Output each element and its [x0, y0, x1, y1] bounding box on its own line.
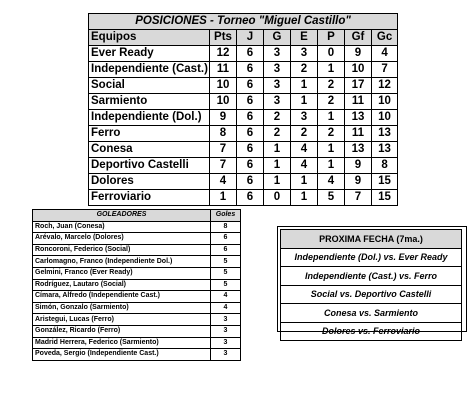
scorer-name: Carlomagno, Franco (Independiente Dol.)	[33, 256, 211, 268]
scorer-name: Simón, Gonzalo (Sarmiento)	[33, 302, 211, 314]
scorer-goals: 5	[211, 267, 241, 279]
col-header-g: G	[264, 30, 291, 46]
stat-cell: 7	[372, 62, 398, 78]
stat-cell: 4	[318, 174, 345, 190]
stat-cell: 4	[291, 158, 318, 174]
stat-cell: 3	[264, 62, 291, 78]
scorer-name: Gelmini, Franco (Ever Ready)	[33, 267, 211, 279]
table-row	[89, 110, 398, 126]
stat-cell: 9	[345, 158, 372, 174]
stat-cell: 11	[345, 94, 372, 110]
stat-cell: 9	[210, 110, 237, 126]
stat-cell: 13	[372, 126, 398, 142]
table-row	[89, 174, 398, 190]
stat-cell: 3	[264, 78, 291, 94]
fixture-match: Dolores vs. Ferroviario	[281, 322, 462, 341]
stat-cell: 7	[345, 190, 372, 206]
stat-cell: 1	[264, 174, 291, 190]
col-header-pts: Pts	[210, 30, 237, 46]
table-row	[89, 126, 398, 142]
stat-cell: 3	[264, 94, 291, 110]
scorer-name: Címara, Alfredo (Independiente Cast.)	[33, 291, 211, 303]
scorers-header-goals: Goles	[211, 210, 241, 222]
stat-cell: 13	[372, 142, 398, 158]
scorer-goals: 3	[211, 349, 241, 361]
stat-cell: 6	[237, 142, 264, 158]
stat-cell: 12	[372, 78, 398, 94]
scorer-goals: 6	[211, 233, 241, 245]
stat-cell: 1	[291, 190, 318, 206]
col-header-gf: Gf	[345, 30, 372, 46]
stat-cell: 3	[291, 46, 318, 62]
scorer-name: Poveda, Sergio (Independiente Cast.)	[33, 349, 211, 361]
stat-cell: 4	[372, 46, 398, 62]
scorer-name: Arévalo, Marcelo (Dolores)	[33, 233, 211, 245]
scorer-goals: 3	[211, 325, 241, 337]
stat-cell: 1	[318, 158, 345, 174]
stat-cell: 3	[264, 46, 291, 62]
stat-cell: 0	[318, 46, 345, 62]
stat-cell: 8	[372, 158, 398, 174]
stat-cell: 6	[237, 110, 264, 126]
col-header-equipos: Equipos	[89, 30, 210, 46]
col-header-gc: Gc	[372, 30, 398, 46]
stat-cell: 11	[210, 62, 237, 78]
scorer-goals: 4	[211, 302, 241, 314]
table-row	[33, 244, 241, 256]
scorers-table	[32, 209, 241, 361]
standings-table	[88, 13, 398, 206]
stat-cell: 2	[291, 126, 318, 142]
stat-cell: 15	[372, 190, 398, 206]
stat-cell: 2	[318, 78, 345, 94]
stat-cell: 13	[345, 110, 372, 126]
table-row	[89, 46, 398, 62]
stat-cell: 6	[237, 46, 264, 62]
scorers-header-name: GOLEADORES	[33, 210, 211, 222]
scorer-goals: 5	[211, 279, 241, 291]
stat-cell: 7	[210, 158, 237, 174]
table-row	[89, 62, 398, 78]
stat-cell: 2	[318, 94, 345, 110]
stat-cell: 7	[210, 142, 237, 158]
stat-cell: 1	[291, 174, 318, 190]
stat-cell: 1	[318, 62, 345, 78]
team-name: Independiente (Cast.)	[89, 62, 210, 78]
fixture-title: PROXIMA FECHA (7ma.)	[281, 230, 462, 249]
scorer-name: González, Ricardo (Ferro)	[33, 325, 211, 337]
standings-title: POSICIONES - Torneo "Miguel Castillo"	[89, 14, 398, 30]
stat-cell: 12	[210, 46, 237, 62]
team-name: Deportivo Castelli	[89, 158, 210, 174]
stat-cell: 11	[345, 126, 372, 142]
stat-cell: 15	[372, 174, 398, 190]
list-item	[281, 267, 462, 286]
stat-cell: 6	[237, 190, 264, 206]
stat-cell: 9	[345, 174, 372, 190]
stat-cell: 6	[237, 158, 264, 174]
team-name: Social	[89, 78, 210, 94]
stat-cell: 4	[210, 174, 237, 190]
scorer-name: Roncoroni, Federico (Social)	[33, 244, 211, 256]
stat-cell: 6	[237, 174, 264, 190]
fixture-table	[280, 229, 462, 341]
stat-cell: 1	[291, 78, 318, 94]
stat-cell: 10	[372, 110, 398, 126]
table-row	[33, 221, 241, 233]
stat-cell: 1	[318, 110, 345, 126]
table-row	[89, 78, 398, 94]
table-row	[89, 142, 398, 158]
fixture-match: Independiente (Dol.) vs. Ever Ready	[281, 248, 462, 267]
scorer-name: Madrid Herrera, Federico (Sarmiento)	[33, 337, 211, 349]
stat-cell: 10	[210, 94, 237, 110]
scorer-goals: 3	[211, 314, 241, 326]
table-row	[89, 94, 398, 110]
scorer-name: Rodríguez, Lautaro (Social)	[33, 279, 211, 291]
stat-cell: 1	[318, 142, 345, 158]
scorers-header-row	[33, 210, 241, 222]
stat-cell: 6	[237, 126, 264, 142]
team-name: Ever Ready	[89, 46, 210, 62]
stat-cell: 8	[210, 126, 237, 142]
stat-cell: 6	[237, 62, 264, 78]
stat-cell: 10	[210, 78, 237, 94]
scorer-name: Roch, Juan (Conesa)	[33, 221, 211, 233]
fixture-match: Conesa vs. Sarmiento	[281, 304, 462, 323]
stat-cell: 6	[237, 78, 264, 94]
stat-cell: 6	[237, 94, 264, 110]
stat-cell: 5	[318, 190, 345, 206]
scorer-goals: 4	[211, 291, 241, 303]
stat-cell: 2	[264, 126, 291, 142]
scorer-goals: 3	[211, 337, 241, 349]
stat-cell: 13	[345, 142, 372, 158]
col-header-j: J	[237, 30, 264, 46]
stat-cell: 1	[264, 142, 291, 158]
standings-title-row	[89, 14, 398, 30]
team-name: Ferroviario	[89, 190, 210, 206]
stat-cell: 1	[210, 190, 237, 206]
stat-cell: 10	[345, 62, 372, 78]
col-header-p: P	[318, 30, 345, 46]
stat-cell: 1	[291, 94, 318, 110]
table-row	[33, 233, 241, 245]
stat-cell: 1	[264, 158, 291, 174]
scorer-goals: 6	[211, 244, 241, 256]
stat-cell: 2	[291, 62, 318, 78]
stat-cell: 0	[264, 190, 291, 206]
fixture-match: Independiente (Cast.) vs. Ferro	[281, 267, 462, 286]
col-header-e: E	[291, 30, 318, 46]
table-row	[33, 267, 241, 279]
team-name: Independiente (Dol.)	[89, 110, 210, 126]
fixture-header-row	[281, 230, 462, 249]
team-name: Sarmiento	[89, 94, 210, 110]
table-row	[33, 314, 241, 326]
stat-cell: 2	[318, 126, 345, 142]
scorer-goals: 5	[211, 256, 241, 268]
standings-header-row	[89, 30, 398, 46]
table-row	[89, 190, 398, 206]
list-item	[281, 304, 462, 323]
stat-cell: 17	[345, 78, 372, 94]
team-name: Dolores	[89, 174, 210, 190]
table-row	[33, 279, 241, 291]
stat-cell: 9	[345, 46, 372, 62]
fixture-match: Social vs. Deportivo Castelli	[281, 285, 462, 304]
scorer-goals: 8	[211, 221, 241, 233]
table-row	[33, 291, 241, 303]
table-row	[33, 349, 241, 361]
stat-cell: 10	[372, 94, 398, 110]
team-name: Ferro	[89, 126, 210, 142]
list-item	[281, 285, 462, 304]
table-row	[89, 158, 398, 174]
table-row	[33, 256, 241, 268]
scorer-name: Aristegui, Lucas (Ferro)	[33, 314, 211, 326]
list-item	[281, 248, 462, 267]
stat-cell: 2	[264, 110, 291, 126]
table-row	[33, 302, 241, 314]
table-row	[33, 337, 241, 349]
table-row	[33, 325, 241, 337]
stat-cell: 4	[291, 142, 318, 158]
stat-cell: 3	[291, 110, 318, 126]
team-name: Conesa	[89, 142, 210, 158]
list-item	[281, 322, 462, 341]
